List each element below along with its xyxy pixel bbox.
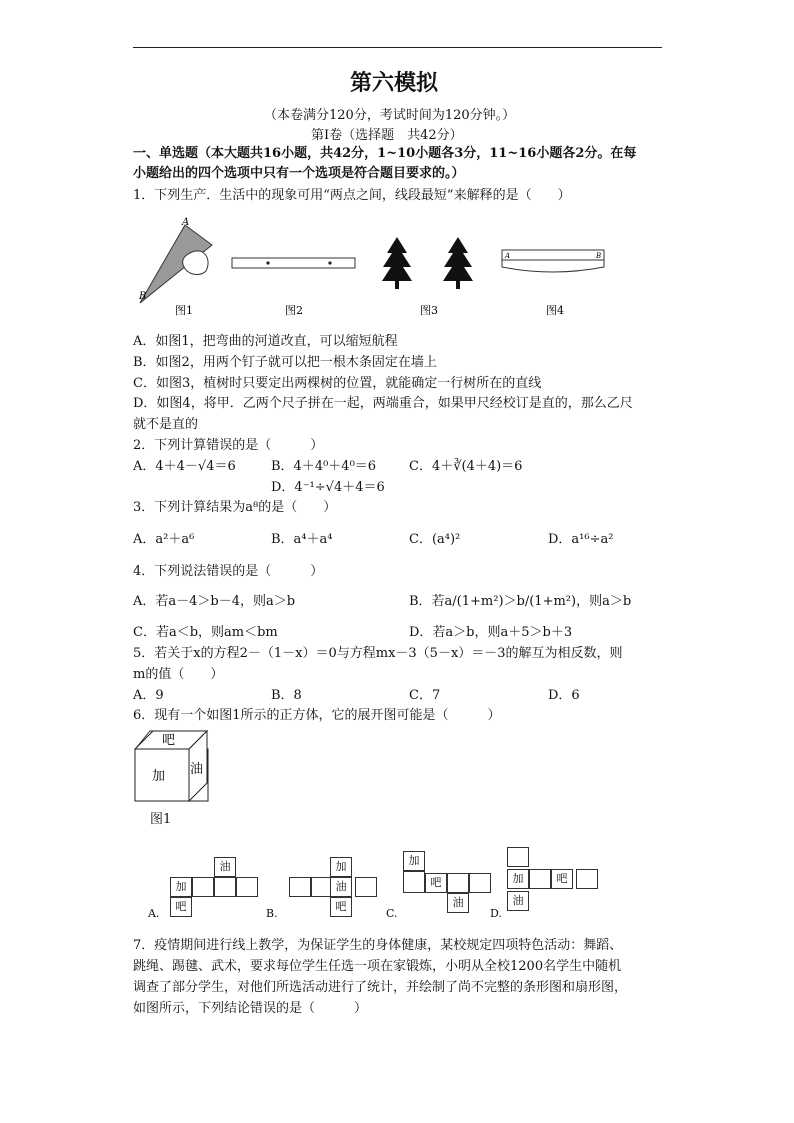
tree-icon — [443, 237, 473, 289]
cube-side-label: 油 — [190, 762, 204, 777]
section-heading-line2: 小题给出的四个选项中只有一个选项是符合题目要求的。） — [133, 166, 465, 181]
net-cell — [289, 877, 311, 897]
net-cell: 油 — [330, 877, 352, 897]
net-letter: A. — [148, 907, 160, 920]
q5-option-a: A．9 — [133, 688, 164, 703]
net-cell — [507, 847, 529, 867]
q5-option-d: D．6 — [548, 688, 580, 703]
fig4-label: 图4 — [546, 304, 564, 317]
cube-outline — [133, 727, 213, 807]
svg-text:B: B — [596, 252, 602, 260]
net-cell — [403, 871, 425, 893]
net-cell: 油 — [507, 891, 529, 911]
net-cell: 吧 — [425, 873, 447, 893]
part-title: 第Ⅰ卷（选择题 共42分） — [311, 128, 463, 143]
net-cell — [529, 869, 551, 889]
section-heading-line1: 一、单选题（本大题共16小题，共42分，1~10小题各3分，11~16小题各2分。在每 — [133, 146, 637, 161]
page-title: 第六模拟 — [350, 71, 439, 96]
q4-option-d: D．若a＞b，则a＋5＞b＋3 — [409, 625, 573, 640]
q3-option-c: C．(a⁴)² — [409, 532, 461, 547]
q1-option-a: A．如图1，把弯曲的河道改直，可以缩短航程 — [133, 334, 398, 349]
q2-option-c: C．4＋∛(4＋4)＝6 — [409, 459, 523, 474]
net-cell: 加 — [507, 869, 529, 889]
net-cell — [236, 877, 258, 897]
net-cell: 加 — [330, 857, 352, 877]
q5-stem-line2: m的值（ ） — [133, 667, 224, 682]
stick-figure — [232, 258, 355, 268]
net-cell: 吧 — [551, 869, 573, 889]
tree-icon — [382, 237, 412, 289]
q2-stem: 2．下列计算错误的是（ ） — [133, 438, 324, 453]
q5-option-b: B．8 — [271, 688, 302, 703]
net-cell: 油 — [447, 893, 469, 913]
q3-option-a: A．a²＋a⁶ — [133, 532, 195, 547]
cube-top-label: 吧 — [162, 733, 176, 748]
q4-option-b: B．若a/(1+m²)＞b/(1+m²)，则a＞b — [409, 594, 632, 609]
net-letter: B. — [266, 907, 278, 920]
point-b-label: B — [139, 291, 147, 302]
q5-stem-line1: 5．若关于x的方程2－（1－x）＝0与方程mx－3（5－x）＝－3的解互为相反数，则 — [133, 646, 623, 661]
q2-option-b: B．4＋4⁰＋4⁰＝6 — [271, 459, 377, 474]
net-cell: 加 — [403, 851, 425, 871]
q3-option-d: D．a¹⁶÷a² — [548, 532, 614, 547]
net-letter: C. — [386, 907, 398, 920]
cube-caption: 图1 — [150, 812, 172, 827]
cube-front-label: 加 — [152, 769, 166, 784]
q6-stem: 6．现有一个如图1所示的正方体，它的展开图可能是（ ） — [133, 708, 501, 723]
q7-line3: 调查了部分学生，对他们所选活动进行了统计，并绘制了尚不完整的条形图和扇形图， — [133, 980, 628, 995]
q2-option-d: D．4⁻¹÷√4＋4＝6 — [271, 480, 385, 495]
exam-note: （本卷满分120分，考试时间为120分钟。） — [264, 108, 516, 123]
q1-option-d-cont: 就不是直的 — [133, 417, 199, 432]
q4-option-c: C．若a＜b，则am＜bm — [133, 625, 278, 640]
q4-option-a: A．若a－4＞b－4，则a＞b — [133, 594, 296, 609]
q7-line2: 跳绳、踢毽、武术，要求每位学生任选一项在家锻炼，小明从全校1200名学生中随机 — [133, 959, 622, 974]
point-a-label: A — [182, 217, 190, 228]
q1-stem: 1．下列生产．生活中的现象可用“两点之间，线段最短”来解释的是（ ） — [133, 188, 571, 203]
net-letter: D. — [490, 907, 502, 920]
q1-option-d: D．如图4，将甲．乙两个尺子拼在一起，两端重合，如果甲尺经校订是直的，那么乙尺 — [133, 396, 633, 411]
fig1-label: 图1 — [175, 304, 193, 317]
net-cell — [469, 873, 491, 893]
net-cell: 油 — [214, 857, 236, 877]
q2-option-a: A．4＋4－√4＝6 — [133, 459, 236, 474]
q1-option-b: B．如图2，用两个钉子就可以把一根木条固定在墙上 — [133, 355, 437, 370]
q5-option-c: C．7 — [409, 688, 441, 703]
q3-option-b: B．a⁴＋a⁴ — [271, 532, 333, 547]
q3-stem: 3．下列计算结果为a⁸的是（ ） — [133, 500, 337, 515]
set-square-figure — [138, 217, 212, 303]
q1-option-c: C．如图3，植树时只要定出两棵树的位置，就能确定一行树所在的直线 — [133, 376, 542, 391]
net-cell — [447, 873, 469, 893]
net-cell — [192, 877, 214, 897]
net-cell — [355, 877, 377, 897]
fig2-label: 图2 — [285, 304, 303, 317]
q1-figures — [130, 215, 602, 320]
top-rule — [133, 47, 662, 48]
net-cell: 吧 — [170, 897, 192, 917]
net-cell — [214, 877, 236, 897]
q4-stem: 4．下列说法错误的是（ ） — [133, 564, 324, 579]
net-cell — [576, 869, 598, 889]
net-cell: 吧 — [330, 897, 352, 917]
rulers-figure — [502, 250, 604, 272]
q7-line1: 7．疫情期间进行线上教学，为保证学生的身体健康，某校规定四项特色活动：舞蹈、 — [133, 938, 623, 953]
svg-text:A: A — [505, 252, 511, 260]
net-cell: 加 — [170, 877, 192, 897]
q7-line4: 如图所示，下列结论错误的是（ ） — [133, 1001, 368, 1016]
fig3-label: 图3 — [420, 304, 438, 317]
